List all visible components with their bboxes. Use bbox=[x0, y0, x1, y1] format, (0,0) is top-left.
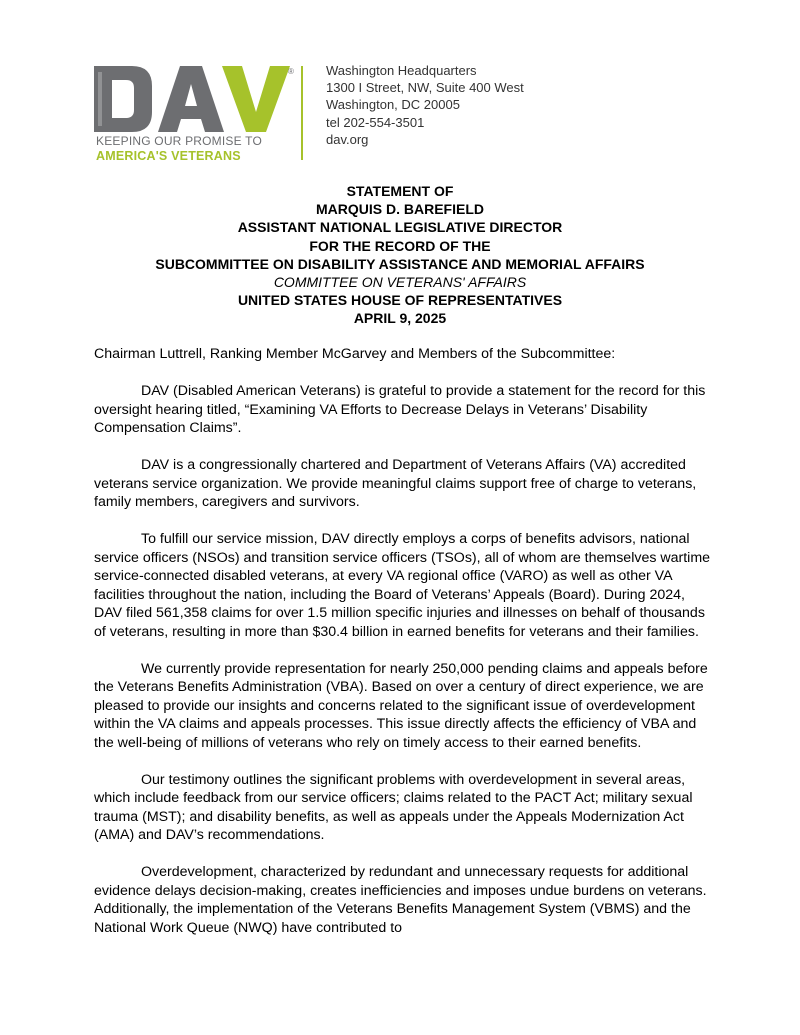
statement-title-block bbox=[0, 182, 800, 328]
tagline-line2: AMERICA'S VETERANS bbox=[96, 149, 241, 163]
title-line-6: COMMITTEE ON VETERANS' AFFAIRS bbox=[273, 274, 527, 291]
title-line-8: APRIL 9, 2025 bbox=[353, 310, 447, 327]
paragraph-6: Overdevelopment, characterized by redundant and unnecessary requests for additional evidence delays decision-making, creates inefficiencies and imposes undue burdens on veterans. Additionally, the implementation of the Veterans Benefits Management System (VBMS) and the National Work Queue (NWQ) have contributed to bbox=[94, 864, 707, 936]
title-line-4: FOR THE RECORD OF THE bbox=[309, 237, 491, 254]
address-line-1: Washington Headquarters bbox=[326, 63, 477, 78]
registered-mark: ® bbox=[288, 67, 294, 76]
title-line-1: STATEMENT OF bbox=[346, 183, 454, 199]
paragraph-1: DAV (Disabled American Veterans) is grateful to provide a statement for the record for this oversight hearing titled, “Examining VA Efforts to Decrease Delays in Veterans’ Disability Compensation Claims”. bbox=[94, 383, 706, 436]
title-line-3: ASSISTANT NATIONAL LEGISLATIVE DIRECTOR bbox=[237, 219, 563, 236]
paragraph-3: To fulfill our service mission, DAV directly employs a corps of benefits advisors, national service officers (NSOs) and transition service officers (TSOs), all of whom are themselves wartime service-connected disabled veterans, at every VA regional office (VARO) as well as other VA facilities throughout the nation, including the Board of Veterans’ Appeals (Board). During 2024, DAV filed 561,358 claims for over 1.5 million specific injuries and illnesses on behalf of thousands of veterans, resulting in more than $30.4 billion in earned benefits for veterans and their families. bbox=[94, 531, 711, 640]
salutation: Chairman Luttrell, Ranking Member McGarvey and Members of the Subcommittee: bbox=[94, 346, 616, 362]
letterhead-address bbox=[326, 62, 524, 148]
paragraph-2: DAV is a congressionally chartered and Department of Veterans Affairs (VA) accredited veterans service organization. We provide meaningful claims support free of charge to veterans, family members, caregivers and survivors. bbox=[94, 457, 697, 510]
logo-tagline bbox=[96, 134, 262, 164]
address-website: dav.org bbox=[326, 131, 369, 147]
address-line-2: 1300 I Street, NW, Suite 400 West bbox=[326, 80, 524, 96]
dav-logo-mark bbox=[94, 64, 294, 134]
address-phone: tel 202-554-3501 bbox=[326, 114, 425, 130]
tagline-line1: KEEPING OUR PROMISE TO bbox=[96, 134, 262, 148]
title-line-5: SUBCOMMITTEE ON DISABILITY ASSISTANCE AND MEMORIAL AFFAIRS bbox=[155, 255, 645, 272]
title-line-2: MARQUIS D. BAREFIELD bbox=[316, 201, 484, 218]
statement-body bbox=[94, 345, 714, 956]
letterhead-divider bbox=[301, 66, 303, 160]
title-line-7: UNITED STATES HOUSE OF REPRESENTATIVES bbox=[237, 292, 563, 309]
address-line-3: Washington, DC 20005 bbox=[326, 97, 460, 113]
paragraph-4: We currently provide representation for nearly 250,000 pending claims and appeals before the Veterans Benefits Administration (VBA). Based on over a century of direct experience, we are pleased to provide our insights and concerns related to the significant issue of overdevelopment within the VA claims and appeals processes. This issue directly affects the efficiency of VBA and the well-being of millions of veterans who rely on timely access to their earned benefits. bbox=[94, 660, 708, 751]
paragraph-5: Our testimony outlines the significant problems with overdevelopment in several areas, which include feedback from our service officers; claims related to the PACT Act; military sexual trauma (MST); and disability benefits, as well as appeals under the Appeals Modernization Act (AMA) and DAV’s recommendations. bbox=[94, 771, 693, 843]
